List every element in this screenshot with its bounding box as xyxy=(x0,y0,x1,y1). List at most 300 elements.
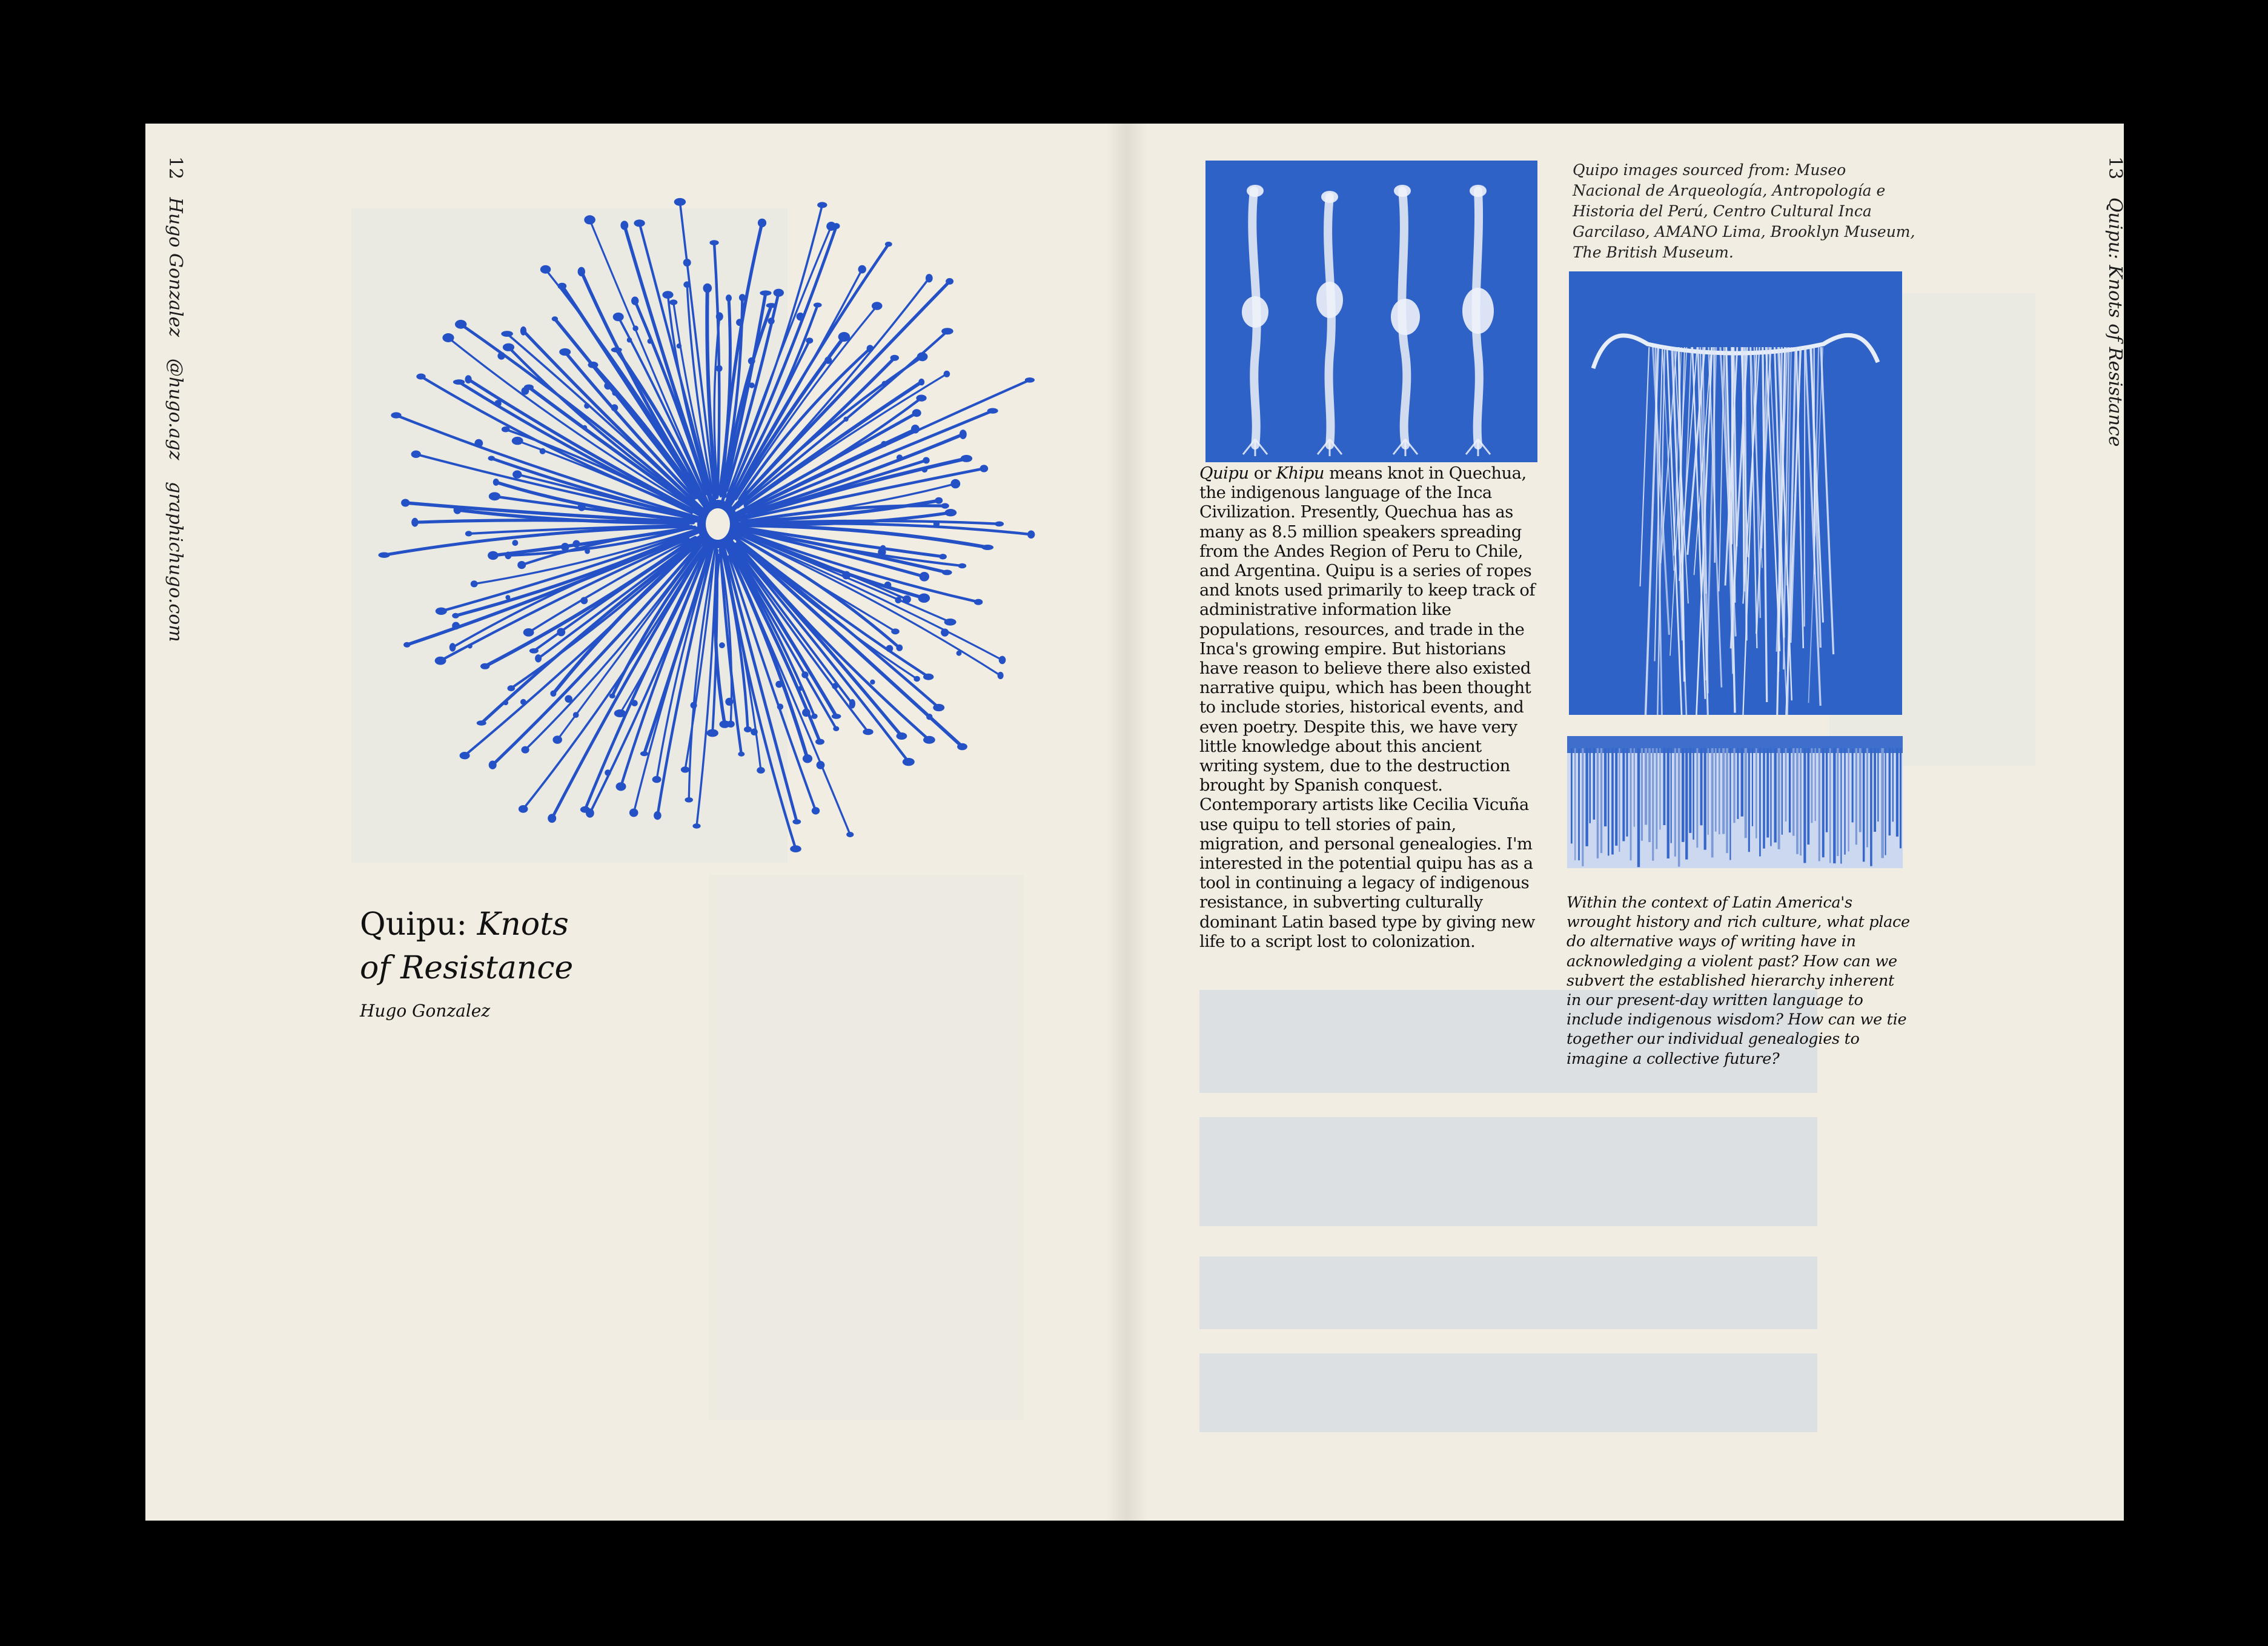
starburst-knot xyxy=(802,709,811,717)
starburst-knot xyxy=(552,735,562,744)
starburst-knot xyxy=(703,284,712,293)
title-italic-line-1: Knots xyxy=(477,906,569,943)
quipu-strip-photo xyxy=(1567,736,1903,868)
starburst-center xyxy=(706,508,730,540)
starburst-knot xyxy=(436,608,447,615)
starburst-knot xyxy=(872,302,883,310)
strip-cord xyxy=(1600,748,1602,853)
starburst-knot xyxy=(512,470,522,478)
strip-cord xyxy=(1819,748,1820,861)
starburst-knot xyxy=(758,219,766,227)
starburst-knot xyxy=(582,425,587,430)
strip-cord xyxy=(1704,748,1706,850)
starburst-knot xyxy=(716,312,723,320)
starburst-knot xyxy=(749,382,754,388)
strip-cord xyxy=(1659,748,1660,829)
starburst-knot xyxy=(939,554,947,559)
hanging-cords-image xyxy=(1569,271,1902,715)
quipu-strip-image xyxy=(1567,736,1903,868)
starburst-knot xyxy=(844,417,849,422)
strip-cord xyxy=(1822,748,1825,857)
article-body xyxy=(1199,464,1539,952)
starburst-knot xyxy=(950,479,960,489)
strip-cord xyxy=(1763,748,1765,849)
starburst-knot xyxy=(944,619,957,626)
starburst-knot xyxy=(811,714,817,719)
starburst-knot xyxy=(559,348,571,356)
strip-cord xyxy=(1682,748,1685,842)
starburst-knot xyxy=(674,198,686,206)
starburst-knot xyxy=(453,379,465,385)
body-connector: or xyxy=(1248,464,1276,483)
strip-cord xyxy=(1885,748,1886,855)
starburst-knot xyxy=(918,594,930,603)
strip-cord xyxy=(1800,748,1802,855)
strip-cord xyxy=(1748,748,1750,852)
starburst-knot xyxy=(921,466,927,473)
title-italic-line-2: of Resistance xyxy=(360,950,574,986)
starburst-knot xyxy=(452,622,460,630)
starburst-knot xyxy=(896,645,903,651)
starburst-knot xyxy=(886,645,894,652)
strip-cord xyxy=(1733,748,1735,823)
body-paragraph: means knot in Quechua, the indigenous language of the Inca Civilization. Presently, Quechua has as many as 8.5 million speakers spreading from the Andes Region of Peru to Chile, and Argentina. Quipu is a series of ropes and knots used primarily to keep track of administrative information like populations, resources, and trade in the Inca's growing empire. But historians have reason to believe there also existed narrative quipu, which has been thought to include stories, historical events, and even poetry. Despite this, we have very little knowledge about this ancient writing system, due to the destruction brought by Spanish conquest. Contemporary artists like Cecilia Vicuña use quipu to tell stories of pain, migration, and personal genealogies. I'm interested in the potential quipu has as a tool in continuing a legacy of indigenous resistance, in subverting culturally dominant Latin based type by giving new life to a script lost to colonization. xyxy=(1199,464,1536,951)
starburst-knot xyxy=(489,492,500,500)
starburst-knot xyxy=(923,674,933,680)
starburst-knot xyxy=(512,540,518,546)
starburst-knot xyxy=(982,545,994,550)
strip-cord xyxy=(1608,748,1610,855)
starburst-knot xyxy=(942,569,952,575)
strip-cord xyxy=(1859,748,1862,832)
starburst-knot xyxy=(681,766,689,772)
starburst-knot xyxy=(832,683,838,689)
page-number-right: 13 xyxy=(2104,156,2126,180)
starburst-knot xyxy=(846,832,854,837)
strip-cord xyxy=(1840,748,1842,864)
strip-cord xyxy=(1877,748,1878,821)
strip-cord xyxy=(1585,748,1588,846)
strip-cord xyxy=(1863,748,1865,861)
running-head-left xyxy=(165,156,186,642)
article-title xyxy=(360,903,573,990)
strip-cord xyxy=(1866,748,1868,848)
strip-cord xyxy=(1637,748,1640,867)
starburst-knot xyxy=(565,695,572,703)
starburst-knot xyxy=(540,265,551,274)
starburst-knot xyxy=(435,657,446,665)
starburst-knot xyxy=(588,362,598,368)
starburst-knot xyxy=(738,752,744,757)
body-term-quipu: Quipu xyxy=(1199,464,1249,483)
strip-cord xyxy=(1582,748,1583,866)
starburst-knot xyxy=(720,720,731,728)
starburst-knot xyxy=(535,654,542,662)
starburst-knot xyxy=(944,509,957,516)
starburst-knot xyxy=(573,712,579,718)
starburst-knot xyxy=(833,726,839,731)
closing-questions: Within the context of Latin America's wrought history and rich culture, what place do alternative ways of writing have in acknowledging a violent past? How can we subvert the established hierarchy inherent in our present-day written language to include indigenous wisdom? How can we tie together our individual genealogies to imagine a collective future? xyxy=(1567,894,1910,1068)
strip-cord xyxy=(1648,748,1651,842)
starburst-knot xyxy=(609,694,615,699)
starburst-knot xyxy=(817,202,827,208)
starburst-knot xyxy=(557,628,565,637)
starburst-knot xyxy=(995,522,1004,527)
starburst-knot xyxy=(620,221,628,230)
starburst-ray xyxy=(738,380,1030,514)
running-head-author: Hugo Gonzalez xyxy=(165,197,186,337)
starburst-knot xyxy=(616,782,626,791)
starburst-knot xyxy=(452,613,459,619)
starburst-knot xyxy=(691,702,697,709)
starburst-knot xyxy=(548,814,556,823)
starburst-knot xyxy=(685,797,693,803)
show-through-block xyxy=(1199,1256,1817,1329)
starburst-knot xyxy=(488,456,495,460)
starburst-knot xyxy=(760,290,771,296)
starburst-knot xyxy=(833,223,840,229)
starburst-knot xyxy=(578,267,585,277)
starburst-knot xyxy=(897,454,903,460)
starburst-knot xyxy=(477,720,486,725)
strip-cord xyxy=(1715,748,1717,832)
starburst-knot xyxy=(662,291,673,299)
strip-cord xyxy=(1696,748,1698,848)
starburst-knot xyxy=(379,553,390,558)
starburst-knot xyxy=(460,752,470,759)
strip-cord xyxy=(1645,748,1647,825)
starburst-knot xyxy=(519,805,528,813)
starburst-knot xyxy=(580,806,590,813)
strip-cord xyxy=(1785,748,1787,821)
starburst-knot xyxy=(512,437,523,445)
running-head-right xyxy=(2104,156,2126,446)
strip-cord xyxy=(1837,748,1839,856)
title-plain: Quipu: xyxy=(360,906,477,943)
strip-cord xyxy=(1678,748,1680,867)
starburst-knot xyxy=(744,726,752,732)
starburst-knot xyxy=(488,551,499,560)
strip-cord xyxy=(1889,748,1891,835)
knotted-ropes-image xyxy=(1205,161,1537,462)
starburst-quipu-illustration xyxy=(370,148,1066,900)
starburst-knot xyxy=(631,700,638,706)
starburst-knot xyxy=(605,769,611,775)
strip-cord xyxy=(1604,748,1606,826)
strip-cord xyxy=(1896,748,1898,837)
starburst-knot xyxy=(941,328,953,334)
starburst-knot xyxy=(449,643,456,651)
strip-cord xyxy=(1815,748,1816,821)
strip-cord xyxy=(1756,748,1757,838)
strip-cord xyxy=(1574,748,1576,860)
starburst-knot xyxy=(935,497,943,504)
starburst-knot xyxy=(999,656,1006,665)
starburst-knot xyxy=(627,337,632,343)
strip-cord xyxy=(1855,748,1857,845)
starburst-knot xyxy=(391,412,401,418)
starburst-knot xyxy=(920,572,929,582)
strip-cord xyxy=(1796,748,1799,854)
strip-cord xyxy=(1685,748,1688,860)
strip-cord xyxy=(1792,748,1795,836)
body-term-khipu: Khipu xyxy=(1276,464,1325,483)
strip-cord xyxy=(1667,748,1669,858)
strip-cord xyxy=(1634,748,1635,827)
strip-cord xyxy=(1833,748,1835,863)
strip-cord xyxy=(1759,748,1761,857)
starburst-knot xyxy=(1025,377,1035,383)
starburst-knot xyxy=(917,352,928,361)
starburst-knot xyxy=(692,823,700,828)
strip-cord xyxy=(1848,748,1849,851)
starburst-knot xyxy=(503,700,509,706)
starburst-knot xyxy=(520,327,526,336)
strip-cord xyxy=(1711,748,1714,857)
starburst-knot xyxy=(550,691,556,697)
starburst-knot xyxy=(471,580,478,587)
starburst-knot xyxy=(611,404,618,411)
starburst-knot xyxy=(885,242,892,247)
strip-cord xyxy=(1615,748,1617,846)
hanging-quipu-photo xyxy=(1569,271,1902,715)
starburst-knot xyxy=(923,736,935,744)
strip-cord xyxy=(1770,748,1771,846)
show-through-block xyxy=(709,875,1024,1420)
starburst-knot xyxy=(801,671,808,678)
starburst-knot xyxy=(944,371,950,377)
starburst-ray xyxy=(396,416,697,517)
starburst-knot xyxy=(792,819,801,825)
starburst-knot xyxy=(629,809,638,817)
starburst-knot xyxy=(465,375,472,383)
starburst-knot xyxy=(918,379,924,385)
strip-cord xyxy=(1900,748,1902,848)
starburst-knot xyxy=(584,403,589,408)
running-head-handle: @hugo.agz xyxy=(165,358,186,460)
strip-cord xyxy=(1778,748,1780,849)
starburst-knot xyxy=(903,758,915,766)
starburst-knot xyxy=(941,629,949,637)
starburst-knot xyxy=(946,278,953,285)
starburst-knot xyxy=(517,561,526,569)
starburst-ray xyxy=(726,534,909,762)
starburst-knot xyxy=(803,754,812,763)
starburst-knot xyxy=(775,681,783,688)
starburst-knot xyxy=(584,215,595,224)
show-through-block xyxy=(1199,1353,1817,1432)
strip-cord xyxy=(1741,748,1743,817)
starburst-knot xyxy=(890,355,899,361)
strip-cord xyxy=(1719,748,1720,834)
starburst-knot xyxy=(790,845,801,852)
starburst-knot xyxy=(529,648,539,654)
strip-cord xyxy=(1826,748,1828,832)
starburst-knot xyxy=(640,751,648,756)
starburst-knot xyxy=(442,333,454,342)
strip-cord xyxy=(1844,748,1845,855)
starburst-knot xyxy=(726,294,732,302)
strip-cord xyxy=(1671,748,1672,843)
starburst-knot xyxy=(540,448,546,454)
starburst-knot xyxy=(884,582,892,589)
strip-cord xyxy=(1663,748,1666,825)
starburst-knot xyxy=(815,739,824,745)
starburst-knot xyxy=(411,451,421,458)
starburst-knot xyxy=(403,642,410,648)
starburst-knot xyxy=(411,518,418,527)
starburst-knot xyxy=(474,439,483,448)
starburst-knot xyxy=(817,761,825,769)
starburst-knot xyxy=(777,703,783,709)
byline: Hugo Gonzalez xyxy=(360,1001,491,1021)
starburst-knot xyxy=(520,699,526,705)
starburst-knot xyxy=(465,531,472,536)
starburst-knot xyxy=(503,343,514,351)
strip-cord xyxy=(1892,748,1894,821)
starburst-knot xyxy=(867,345,874,352)
starburst-knot xyxy=(933,704,944,711)
strip-cord xyxy=(1652,748,1654,861)
starburst-knot xyxy=(508,685,516,691)
starburst-knot xyxy=(523,628,534,637)
strip-cord xyxy=(1597,748,1599,858)
strip-cord xyxy=(1729,748,1731,860)
starburst-knot xyxy=(974,599,983,605)
strip-cord xyxy=(1700,748,1703,825)
starburst-knot xyxy=(497,352,505,360)
strip-cord xyxy=(1737,748,1739,819)
starburst-knot xyxy=(634,219,645,227)
strip-cord xyxy=(1774,748,1777,843)
starburst-knot xyxy=(814,303,822,308)
starburst-knot xyxy=(768,317,775,324)
strip-cord xyxy=(1870,748,1872,866)
starburst-knot xyxy=(522,746,529,754)
starburst-knot xyxy=(524,385,534,390)
strip-cord xyxy=(1630,748,1632,860)
starburst-knot xyxy=(613,313,624,321)
starburst-knot xyxy=(912,409,921,417)
starburst-knot xyxy=(716,365,723,372)
starburst-knot xyxy=(468,644,472,649)
starburst-knot xyxy=(913,676,920,682)
starburst-knot xyxy=(654,811,662,820)
starburst-knot xyxy=(669,299,677,305)
starburst-knot xyxy=(416,374,425,380)
starburst-knot xyxy=(774,289,784,297)
starburst-knot xyxy=(480,663,489,669)
page-number-left: 12 xyxy=(165,156,186,180)
starburst-knot xyxy=(493,479,499,486)
starburst-knot xyxy=(987,408,998,414)
strip-cord xyxy=(1626,748,1628,837)
strip-cord xyxy=(1726,748,1728,853)
strip-cord xyxy=(1641,748,1643,841)
strip-cord xyxy=(1782,748,1783,835)
strip-cord xyxy=(1803,748,1806,863)
strip-cord xyxy=(1874,748,1876,832)
starburst-knot xyxy=(923,457,929,463)
starburst-knot xyxy=(652,776,662,783)
running-head-title: Quipu: Knots of Resistance xyxy=(2104,197,2126,447)
strip-cord xyxy=(1852,748,1854,823)
starburst-knot xyxy=(725,698,733,706)
starburst-knot xyxy=(878,548,886,556)
strip-cord xyxy=(1656,748,1657,849)
starburst-knot xyxy=(757,767,765,774)
starburst-knot xyxy=(998,672,1004,679)
strip-cord xyxy=(1593,748,1596,820)
starburst-knot xyxy=(870,680,875,685)
strip-cord xyxy=(1622,748,1625,841)
starburst-knot xyxy=(958,563,967,569)
strip-cord xyxy=(1766,748,1769,838)
starburst-knot xyxy=(960,430,967,439)
starburst-ray xyxy=(680,202,715,500)
starburst-knot xyxy=(897,732,907,740)
starburst-knot xyxy=(683,259,691,267)
starburst-knot xyxy=(858,265,866,274)
starburst-knot xyxy=(980,465,988,472)
starburst-knot xyxy=(709,240,718,245)
starburst-knot xyxy=(552,316,558,321)
starburst-knot xyxy=(572,540,580,548)
starburst-knot xyxy=(401,499,409,507)
starburst-knot xyxy=(455,320,466,329)
starburst-knot xyxy=(501,331,513,337)
starburst-knot xyxy=(832,714,841,719)
starburst-knot xyxy=(707,729,718,737)
starburst-knot xyxy=(719,642,725,648)
starburst-knot xyxy=(926,714,932,720)
show-through-block xyxy=(1199,1117,1817,1226)
strip-cord xyxy=(1881,748,1884,858)
starburst-knot xyxy=(632,325,638,331)
strip-cord xyxy=(1689,748,1691,833)
image-credit-caption: Quipo images sourced from: Museo Nacional de Arqueología, Antropología e Historia del Perú, Centro Cultural Inca Garcilaso, AMANO Lima, Brooklyn Museum, The British Museum. xyxy=(1573,161,1915,261)
strip-cord xyxy=(1708,748,1709,835)
starburst-knot xyxy=(631,297,638,305)
starburst-knot xyxy=(961,455,972,462)
starburst-knot xyxy=(797,313,804,320)
starburst-knot xyxy=(614,709,626,717)
starburst-knot xyxy=(891,628,900,634)
starburst-ray xyxy=(724,226,837,507)
strip-cord xyxy=(1619,748,1620,852)
running-head-site: graphichugo.com xyxy=(165,482,186,642)
starburst-knot xyxy=(941,503,949,508)
strip-cord xyxy=(1745,748,1747,838)
starburst-knot xyxy=(926,274,933,282)
strip-cord xyxy=(1674,748,1676,857)
starburst-knot xyxy=(957,743,967,751)
strip-cord xyxy=(1578,748,1580,860)
strip-cord xyxy=(1789,748,1791,832)
starburst-knot xyxy=(1027,531,1035,539)
starburst-knot xyxy=(505,595,510,600)
starburst-knot xyxy=(957,651,962,656)
strip-cord xyxy=(1590,748,1591,823)
strip-cord xyxy=(1722,748,1725,834)
strip-cord xyxy=(1611,748,1614,855)
strip-cord xyxy=(1811,748,1813,823)
strip-cord xyxy=(1693,748,1694,840)
starburst-knot xyxy=(916,395,926,402)
starburst-knot xyxy=(558,283,567,290)
strip-cord xyxy=(1807,748,1809,845)
strip-cord xyxy=(1752,748,1753,826)
